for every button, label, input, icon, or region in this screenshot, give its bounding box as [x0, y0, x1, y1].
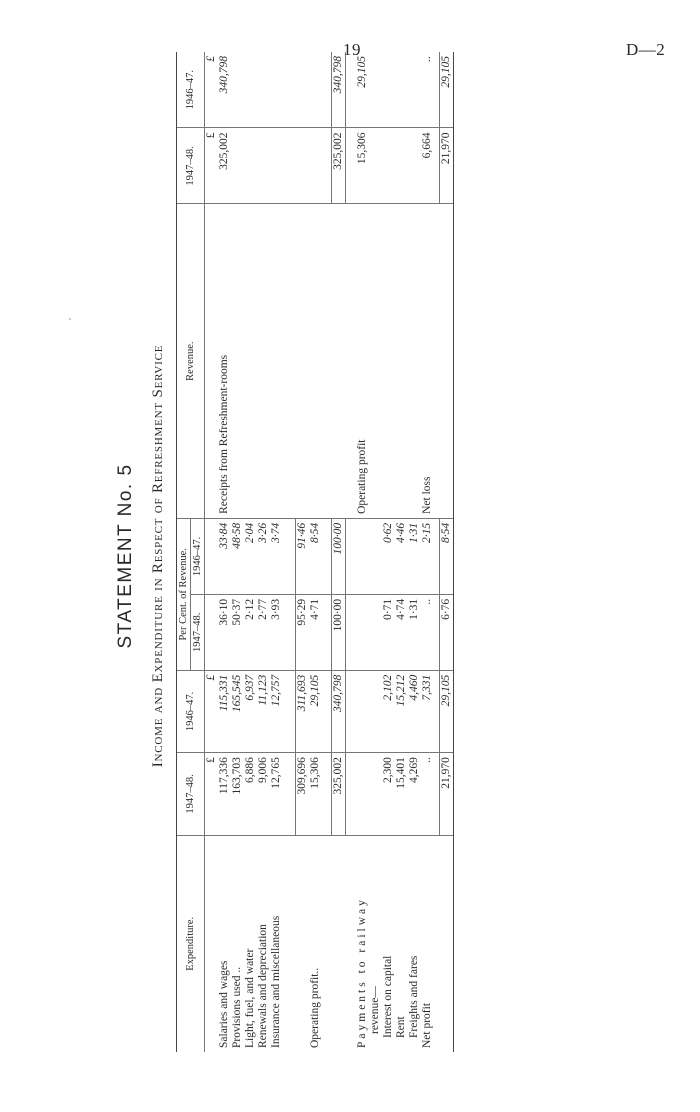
exp-value-y1: ..	[421, 753, 434, 835]
revenue-label: Net loss	[421, 204, 434, 519]
exp-value-y1: 15,401	[395, 753, 408, 835]
exp-subtotal-y1: 309,696	[295, 753, 309, 835]
final-total-row	[440, 52, 454, 1052]
exp-value-y2: 11,123	[257, 670, 270, 752]
pct-value-y2: 33·84	[218, 518, 231, 594]
rev-year1-header: 1947–48.	[177, 128, 205, 204]
table-row	[270, 52, 283, 1052]
exp-value-y1: 6,886	[244, 753, 257, 835]
percent-header: Per Cent. of Revenue.	[177, 518, 191, 670]
exp-value-y2: 6,937	[244, 670, 257, 752]
table-row	[309, 52, 322, 1052]
pct-value-y1: 1·31	[408, 594, 421, 670]
pct-value-y2: 8·54	[309, 518, 322, 594]
exp-final-total-y1: 21,970	[440, 753, 454, 835]
pct-value-y2: 2·15	[421, 518, 434, 594]
expenditure-label: Light, fuel, and water	[244, 835, 257, 1052]
table-row	[231, 52, 244, 1052]
pct-subtotal-y2: 91·46	[295, 518, 309, 594]
exp-value-y1: 12,765	[270, 753, 283, 835]
exp-value-y1: 2,300	[382, 753, 395, 835]
statement-subtitle: Income and Expenditure in Respect of Refreshment Service	[150, 344, 166, 768]
table-row	[356, 52, 369, 1052]
pct-value-y1: 36·10	[218, 594, 231, 670]
exp-year1-header: 1947–48.	[177, 753, 205, 835]
pct-value-y2: 2·04	[244, 518, 257, 594]
pct-value-y1: ..	[421, 594, 434, 670]
currency-symbol: £	[205, 753, 219, 835]
table-row	[218, 52, 231, 1052]
pct-value-y2: 1·31	[408, 518, 421, 594]
pct-value-y1: 50·37	[231, 594, 244, 670]
rev-year2-header: 1946–47.	[177, 52, 205, 128]
pct-value-y1: 2·12	[244, 594, 257, 670]
exp-subtotal-y2: 311,693	[295, 670, 309, 752]
page-number: 19	[343, 40, 361, 59]
pct-value-y1: 0·71	[382, 594, 395, 670]
pct-final-total-y2: 8·54	[440, 518, 454, 594]
payments-heading-cont: revenue—	[369, 835, 382, 1052]
exp-value-y2: 7,331	[421, 670, 434, 752]
currency-symbol: £	[205, 670, 219, 752]
rev-final-total-y2: 29,105	[440, 52, 454, 128]
expenditure-label: Renewals and depreciation	[257, 835, 270, 1052]
pct-value-y1: 4·71	[309, 594, 322, 670]
rev-value-y2: ..	[420, 56, 433, 62]
exp-value-y1: 15,306	[309, 753, 322, 835]
rev-value-y1: 325,002	[218, 128, 231, 204]
expenditure-label: Insurance and miscellaneous	[270, 835, 283, 1052]
pct-subtotal-y1: 95·29	[295, 594, 309, 670]
table-row	[257, 52, 270, 1052]
exp-value-y2: 2,102	[382, 670, 395, 752]
rev-value-y1: 15,306	[356, 128, 369, 204]
payment-label: Interest on capital	[382, 835, 395, 1052]
total-row	[332, 52, 346, 1052]
pct-value-y2: 48·58	[231, 518, 244, 594]
table-row	[369, 52, 382, 1052]
pct-value-y1: 3·93	[270, 594, 283, 670]
rev-final-total-y1: 21,970	[440, 128, 454, 204]
rev-total-y1: 325,002	[332, 128, 346, 204]
rev-value-y2: 340,798	[218, 56, 230, 94]
pct-value-y2: 4·46	[395, 518, 408, 594]
exp-value-y2: 29,105	[309, 670, 322, 752]
exp-value-y1: 9,006	[257, 753, 270, 835]
exp-final-total-y2: 29,105	[440, 670, 454, 752]
payment-label: Rent	[395, 835, 408, 1052]
revenue-label: Operating profit	[356, 204, 369, 519]
exp-total-y1: 325,002	[332, 753, 346, 835]
currency-row	[205, 52, 219, 1052]
statement-title: STATEMENT No. 5	[115, 463, 136, 649]
table-row	[395, 52, 408, 1052]
exp-year2-header: 1946–47.	[177, 670, 205, 752]
exp-value-y1: 163,703	[231, 753, 244, 835]
exp-value-y2: 12,757	[270, 670, 283, 752]
payments-heading: Payments to railway	[356, 835, 369, 1052]
pct-value-y2: 3·26	[257, 518, 270, 594]
exp-total-y2: 340,798	[332, 670, 346, 752]
rev-value-y2: 29,105	[355, 56, 368, 88]
expenditure-label: Net profit	[421, 835, 434, 1052]
pct-value-y1: 2·77	[257, 594, 270, 670]
expenditure-header: Expenditure.	[177, 835, 205, 1052]
exp-value-y2: 15,212	[395, 670, 408, 752]
table-row	[408, 52, 421, 1052]
table-row	[382, 52, 395, 1052]
payment-label: Freights and fares	[408, 835, 421, 1052]
pct-value-y2: 0·62	[382, 518, 395, 594]
pct-total-y2: 100·00	[332, 518, 346, 594]
table-row	[421, 52, 434, 1052]
currency-symbol: £	[205, 56, 217, 62]
revenue-label: Receipts from Refreshment-rooms	[218, 204, 231, 519]
income-expenditure-table	[176, 52, 454, 1052]
expenditure-label: Salaries and wages	[218, 835, 231, 1052]
expenditure-label: Operating profit..	[309, 835, 322, 1052]
exp-value-y2: 165,545	[231, 670, 244, 752]
pct-year2-header: 1946–47.	[191, 518, 205, 594]
header-row	[177, 52, 191, 1052]
expenditure-label: Provisions used ..	[231, 835, 244, 1052]
exp-value-y2: 4,460	[408, 670, 421, 752]
rev-value-y1: 6,664	[421, 128, 434, 204]
currency-symbol: £	[205, 128, 219, 204]
table-row	[244, 52, 257, 1052]
exp-value-y1: 4,269	[408, 753, 421, 835]
pct-year1-header: 1947–48.	[191, 594, 205, 670]
revenue-header: Revenue.	[177, 204, 205, 519]
pct-final-total-y1: 6·76	[440, 594, 454, 670]
subtotal-row	[295, 52, 309, 1052]
document-reference: D—2	[626, 40, 666, 59]
pct-value-y1: 4·74	[395, 594, 408, 670]
pct-total-y1: 100·00	[332, 594, 346, 670]
pct-value-y2: 3·74	[270, 518, 283, 594]
exp-value-y1: 117,336	[218, 753, 231, 835]
rev-total-y2: 340,798	[332, 52, 346, 128]
exp-value-y2: 115,331	[218, 670, 231, 752]
